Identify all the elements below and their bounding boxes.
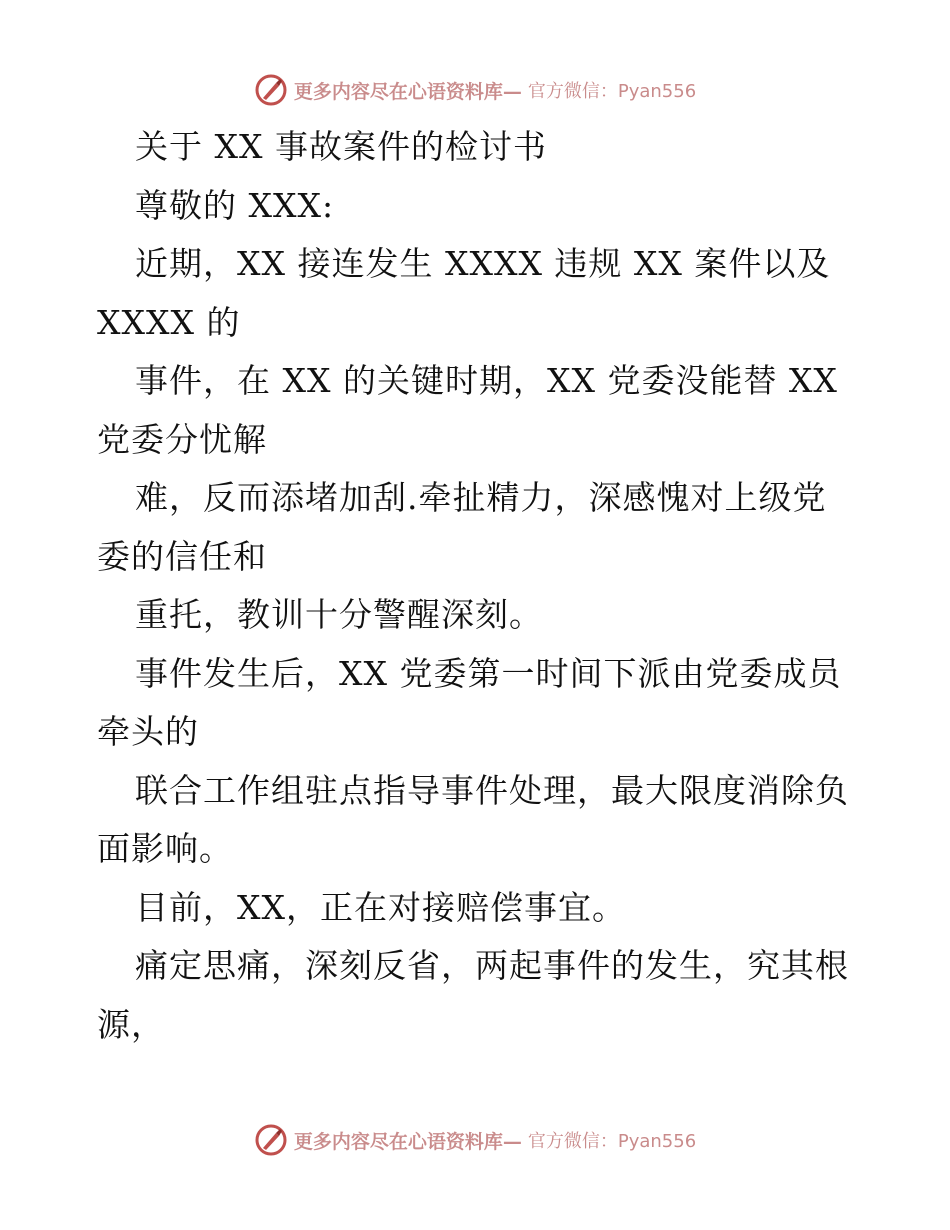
footer-watermark bbox=[0, 1120, 950, 1160]
pen-logo-icon bbox=[254, 1123, 288, 1157]
doc-line: 党委分忧解 bbox=[97, 419, 267, 459]
doc-line: 面影响。 bbox=[97, 829, 233, 868]
document-body bbox=[97, 118, 877, 1054]
watermark-main-text: 更多内容尽在心语资料库— bbox=[293, 1130, 522, 1153]
pen-logo-icon bbox=[254, 73, 288, 107]
doc-line: 近期，XX 接连发生 XXXX 违规 XX 案件以及 bbox=[135, 244, 831, 283]
watermark-sub-text: 官方微信：Pyan556 bbox=[527, 81, 697, 102]
watermark-sub-text: 官方微信：Pyan556 bbox=[527, 1131, 697, 1152]
doc-line: 痛定思痛，深刻反省，两起事件的发生，究其根 bbox=[135, 946, 849, 985]
header-watermark bbox=[0, 70, 950, 110]
doc-line: XXXX 的 bbox=[97, 302, 241, 342]
doc-line: 事件，在 XX 的关键时期，XX 党委没能替 XX bbox=[135, 361, 838, 400]
doc-line: 关于 XX 事故案件的检讨书 bbox=[135, 127, 547, 166]
doc-line: 事件发生后，XX 党委第一时间下派由党委成员 bbox=[135, 653, 842, 693]
doc-line: 牵头的 bbox=[97, 712, 199, 751]
doc-line: 重托，教训十分警醒深刻。 bbox=[135, 595, 543, 634]
doc-line: 源， bbox=[97, 1004, 165, 1044]
doc-line: 委的信任和 bbox=[97, 536, 267, 576]
doc-line: 尊敬的 XXX: bbox=[135, 185, 335, 225]
watermark-main-text: 更多内容尽在心语资料库— bbox=[293, 80, 522, 103]
doc-line: 联合工作组驻点指导事件处理，最大限度消除负 bbox=[135, 770, 849, 810]
doc-line: 难，反而添堵加刮.牵扯精力，深感愧对上级党 bbox=[135, 478, 827, 517]
doc-line: 目前，XX，正在对接赔偿事宜。 bbox=[135, 887, 626, 927]
